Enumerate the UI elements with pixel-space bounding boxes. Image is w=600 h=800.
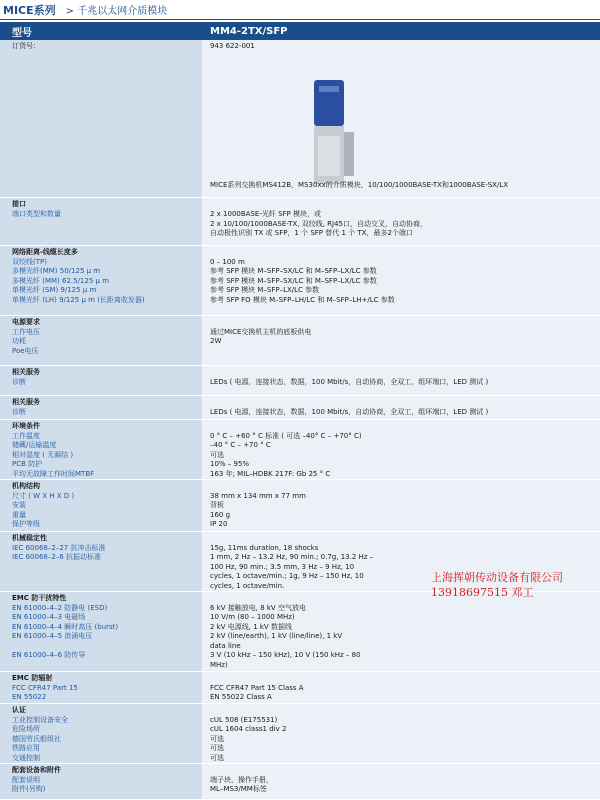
order-number: 943 622-001 [210,42,255,50]
emc-emission-heading: EMC 防辐射 [12,674,53,682]
emc-immunity-value: data line [210,641,241,650]
network-label: 单模光纤 (SM) 9/125 μ m [12,286,97,294]
watermark-company: 上海挥朝传动设备有限公司 [431,571,563,584]
model-name: MM4-2TX/SFP [210,25,288,37]
mechanical-section [0,480,600,532]
power-heading: 电源要求 [12,318,40,326]
environment-heading: 环境条件 [12,422,40,430]
network-value: 0 – 100 m [210,257,245,266]
power-value: 2W [210,337,222,345]
accessories-section [0,764,600,800]
environment-label: 储藏/运输温度 [12,441,57,449]
network-heading: 网络距离-线缆长度多 [12,248,78,256]
model-title-row [0,22,600,40]
spec-table [0,40,600,800]
company-watermark [431,570,563,600]
services-section-2 [0,396,600,420]
environment-value: 可选 [210,450,224,459]
stability-line: 100 Hz, 90 min.; 3.5 mm, 3 Hz – 9 Hz, 10 [210,562,355,571]
approvals-value: cUL 508 (E175531) [210,715,278,724]
emc-emission-section [0,672,600,704]
interface-line: 2 x 1000BASE-光纤 SFP 模块，或 [210,210,321,218]
power-label: 功耗 [12,337,26,345]
power-section [0,316,600,366]
emc-immunity-label: EN 61000–4–5 浪涌电压 [12,632,93,640]
power-label: 工作电压 [12,327,40,336]
mechanical-value: 背板 [210,501,224,509]
approvals-label: 铁路应用 [12,744,40,752]
stability-line: 1 mm, 2 Hz – 13.2 Hz, 90 min.; 0.7g, 13.2 Hz – [210,553,374,561]
approvals-label: 德国劳氏船级社 [12,734,61,743]
approvals-label: 交通控制 [12,753,40,762]
environment-value: 163 年; MIL–HDBK 217F: Gb 25 ° C [210,469,331,478]
services-value: LEDs ( 电源，连接状态，数据，100 Mbit/s，自动协商，全双工，组环端口，LED 测试 ) [210,377,489,386]
page-header [0,0,600,20]
interface-section [0,198,600,246]
product-image [310,80,356,184]
approvals-label: 工业控制设备安全 [12,715,68,724]
environment-label: 相对湿度 ( 无凝结 ) [12,450,74,459]
order-label: 订货号： [12,42,40,50]
stability-heading: 机械稳定性 [12,534,47,542]
emc-immunity-label [12,642,198,652]
network-label: 多模光纤(MM) 50/125 μ m [12,267,101,275]
accessories-heading: 配套设备和附件 [12,766,61,774]
mechanical-value: 38 mm x 134 mm x 77 mm [210,491,306,500]
emc-immunity-value: 2 kV 电源线, 1 kV 数据线 [210,622,292,631]
approvals-value: 可选 [210,753,224,762]
emc-emission-label: EN 55022 [12,693,47,701]
approvals-value: 可选 [210,734,224,743]
network-value: 参考 SFP 模块 M–SFP–SX/LC 和 M–SFP–LX/LC 参数 [210,267,377,275]
power-value: 通过MICE交换机主机的底板供电 [210,327,312,336]
emc-emission-value: EN 55022 Class A [210,693,272,701]
network-label: 多模光纤 (MM) 62.5/125 μ m [12,276,110,285]
order-section [0,40,600,198]
approvals-value: cUL 1604 class1 div 2 [210,725,287,733]
accessories-label: 附件(另购) [12,785,46,793]
mechanical-value: 160 g [210,510,231,519]
accessories-value: ML–MS3/MM标签 [210,785,267,793]
emc-immunity-value: MHz) [210,660,228,669]
network-value: 参考 SFP 模块 M–SFP–SX/LC 和 M–SFP–LX/LC 参数 [210,276,377,285]
emc-immunity-section [0,592,600,672]
emc-immunity-label: EN 61000–4–2 防静电 (ESD) [12,603,108,612]
services-value: LEDs ( 电源，连接状态，数据，100 Mbit/s，自动协商，全双工，组环端口，LED 测试 ) [210,407,489,416]
approvals-label: 危险场所 [12,725,40,733]
approvals-section [0,704,600,764]
emc-immunity-label: EN 61000–4–6 防传导 [12,651,86,659]
network-section [0,246,600,316]
services-item: 诊断 [12,377,26,386]
interface-item: 端口类型和数量 [12,209,61,218]
network-value: 参考 SFP FO 模块 M–SFP–LH/LC 和 M–SFP–LH+/LC 参数 [210,295,395,304]
environment-label: PCB 防护 [12,460,43,468]
interface-line: 自动极性识别 TX 或 SFP，1 个 SFP 替代 1 个 TX，最多2个端口 [210,229,413,237]
emc-immunity-label: EN 61000–4–3 电磁场 [12,613,86,621]
series-title: MICE系列 [3,3,56,17]
model-label: 型号 [12,27,32,39]
interface-line: 2 x 10/100/1000BASE-TX, 双绞线, RJ45口，自动交叉，自动协商， [210,219,427,228]
watermark-contact: 13918697515 邓工 [431,586,534,599]
emc-immunity-heading: EMC 防干扰特性 [12,594,67,602]
network-value: 参考 SFP 模块 M–SFP–LX/LC 参数 [210,286,320,294]
services-heading: 相关服务 [12,398,40,406]
environment-value: 0 ° C – +60 ° C 标准 ( 可选 –40° C – +70° C) [210,431,362,440]
emc-emission-label: FCC CFR47 Part 15 [12,683,78,692]
network-label: 单模光纤 (LH) 9/125 μ m (长距离收发器) [12,295,145,304]
environment-section [0,420,600,480]
services-section [0,366,600,396]
approvals-value: 可选 [210,744,224,752]
mechanical-label: 尺寸 ( W X H X D ) [12,491,75,500]
stability-line: cycles, 1 octave/min. [210,581,285,590]
mechanical-heading: 机构结构 [12,482,40,490]
network-label: 双绞线(TP) [12,257,47,266]
order-caption: MICE系列交换机MS412B，MS30xx的介质模块，10/100/1000BASE-TX和1000BASE-SX/LX [210,181,509,189]
services-item: 诊断 [12,407,26,416]
environment-value: –40 ° C – +70 ° C [210,441,271,449]
emc-immunity-label: EN 61000–4–4 瞬时高压 (burst) [12,622,119,631]
environment-label: 工作温度 [12,431,40,440]
emc-immunity-value: 10 V/m (80 – 1000 MHz) [210,613,295,621]
approvals-heading: 认证 [12,706,26,714]
power-label: Poe电压 [12,346,39,355]
environment-label: 平均无故障工作时间MTBF [12,469,95,478]
breadcrumb: > 千兆以太网介质模块 [65,6,168,17]
mechanical-value: IP 20 [210,520,228,528]
accessories-value: 端子块，操作手册， [210,775,273,784]
mechanical-label: 保护等级 [12,520,40,528]
services-heading: 相关服务 [12,368,40,376]
stability-line: 15g, 11ms duration, 18 shocks [210,543,319,552]
mechanical-label: 重量 [12,510,26,519]
emc-immunity-value: 6 kV 接触放电, 8 kV 空气放电 [210,603,306,612]
mechanical-label: 安装 [12,501,26,509]
emc-emission-value: FCC CFR47 Part 15 Class A [210,683,304,692]
emc-immunity-value: 3 V (10 kHz – 150 kHz), 10 V (150 kHz – 80 [210,651,361,659]
stability-label: IEC 60068–2–6 抗振动标准 [12,553,102,561]
accessories-label: 配套说明 [12,775,40,784]
interface-heading: 接口 [12,200,26,208]
stability-line: cycles, 1 octave/min.; 1g, 9 Hz – 150 Hz, 10 [210,572,364,580]
environment-value: 10% – 95% [210,460,250,468]
emc-immunity-value: 2 kV (line/earth), 1 kV (line/line), 1 kV [210,632,343,640]
stability-label: IEC 60068–2–27 抗冲击标准 [12,543,106,552]
